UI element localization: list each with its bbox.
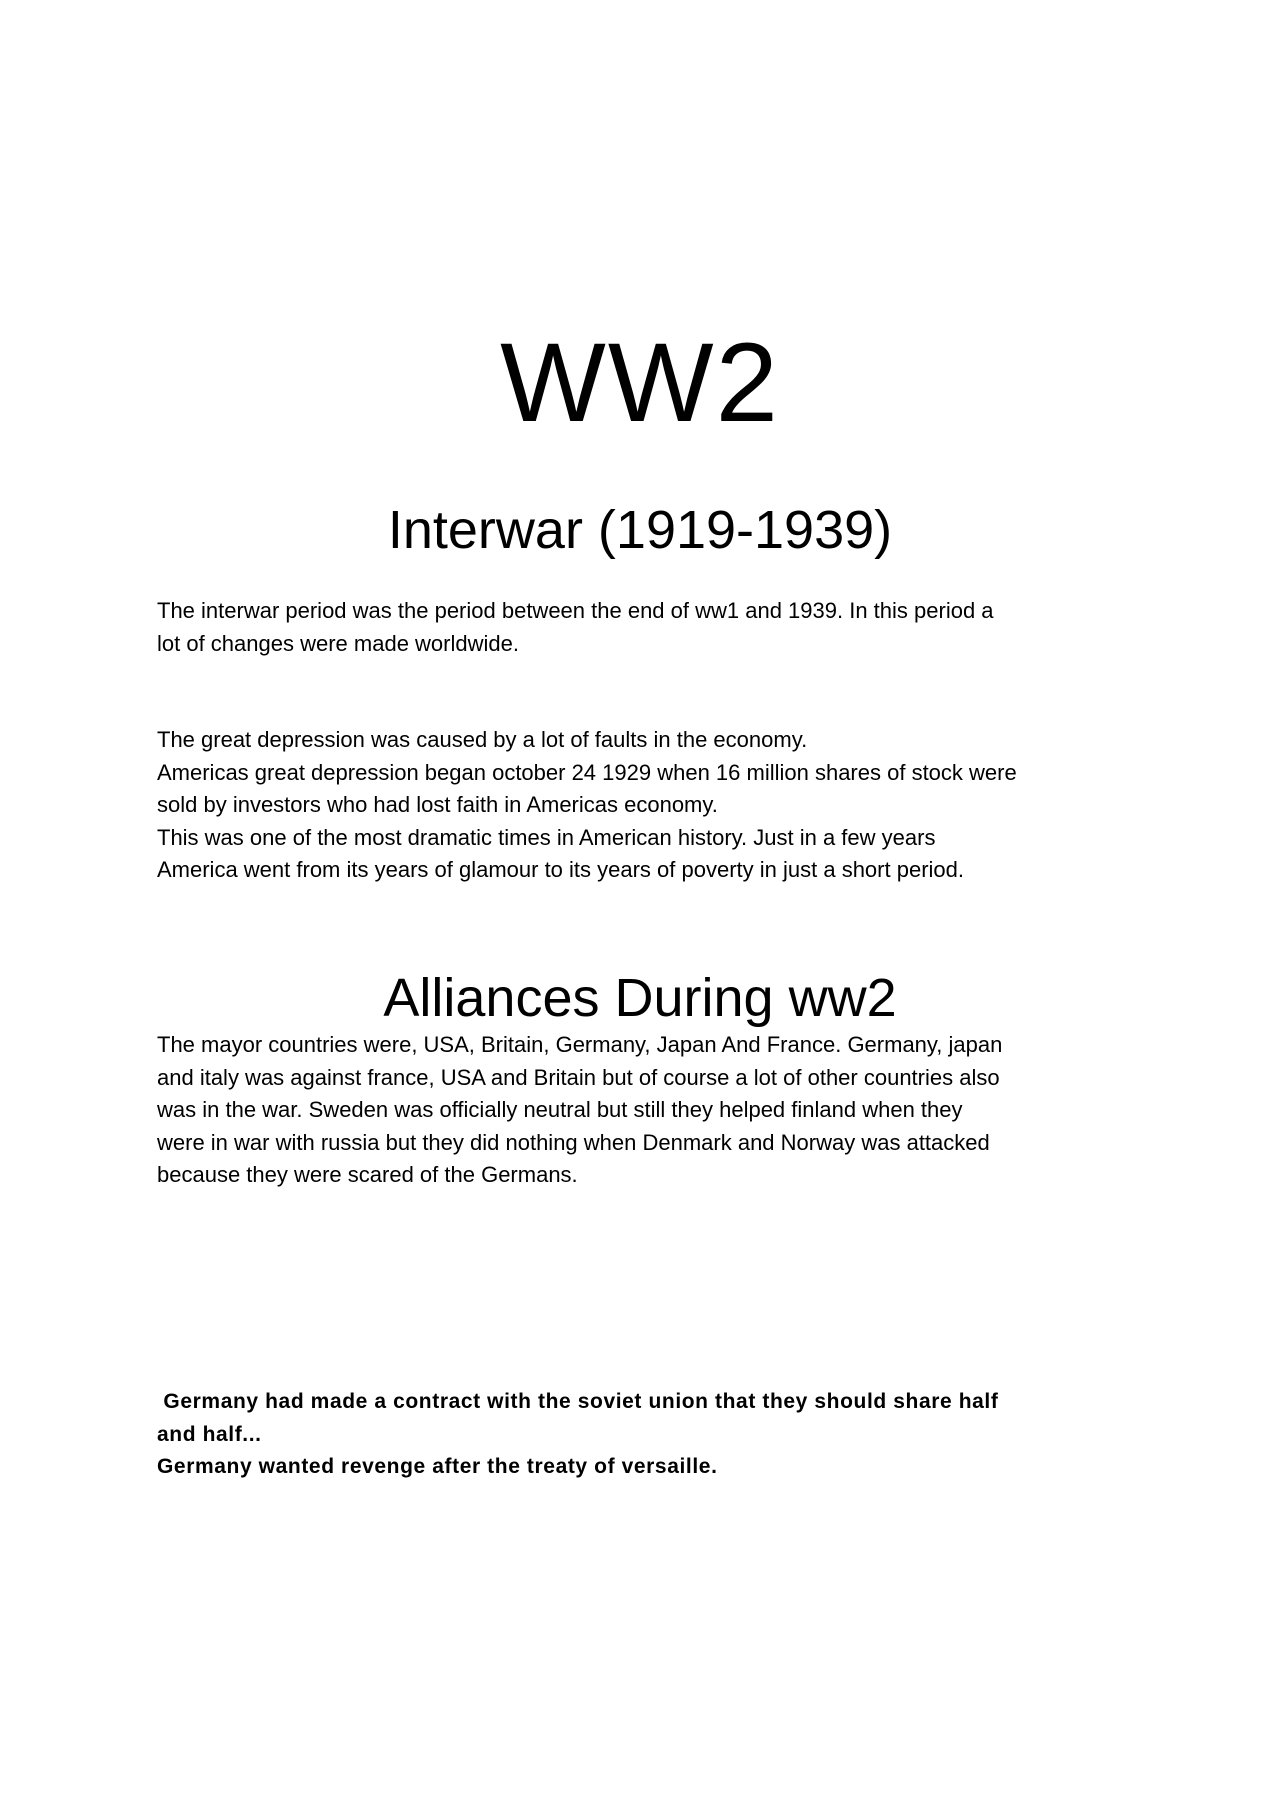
section-heading-interwar: Interwar (1919-1939)	[387, 500, 893, 560]
text-line: America went from its years of glamour to its years of poverty in just a short period.	[157, 857, 964, 883]
text-line: sold by investors who had lost faith in Americas economy.	[157, 792, 718, 818]
text-line: and italy was against france, USA and Britain but of course a lot of other countries also	[157, 1064, 1000, 1090]
text-line: Americas great depression began october 24 1929 when 16 million shares of stock were	[157, 759, 1017, 785]
text-line: Germany had made a contract with the soviet union that they should share half	[157, 1390, 999, 1413]
document-title: WW2	[500, 320, 780, 445]
text-line: Germany wanted revenge after the treaty of versaille.	[157, 1455, 718, 1479]
text-line: The interwar period was the period between the end of ww1 and 1939. In this period a	[157, 598, 994, 623]
text-line: The great depression was caused by a lot of faults in the economy.	[157, 727, 808, 752]
text-line: This was one of the most dramatic times in American history. Just in a few years	[157, 824, 936, 850]
text-line: The mayor countries were, USA, Britain, Germany, Japan And France. Germany, japan	[157, 1032, 1003, 1057]
paragraph-interwar-intro	[157, 595, 1157, 660]
paragraph-alliances	[157, 1029, 1157, 1192]
text-line: and half...	[157, 1422, 262, 1446]
paragraph-germany-bold	[157, 1386, 1157, 1484]
text-line: because they were scared of the Germans.	[157, 1162, 578, 1188]
paragraph-great-depression	[157, 724, 1157, 887]
text-line: were in war with russia but they did nothing when Denmark and Norway was attacked	[157, 1129, 990, 1155]
text-line: was in the war. Sweden was officially neutral but still they helped finland when they	[157, 1097, 963, 1123]
section-heading-alliances: Alliances During ww2	[383, 968, 897, 1028]
text-line: lot of changes were made worldwide.	[157, 630, 519, 656]
